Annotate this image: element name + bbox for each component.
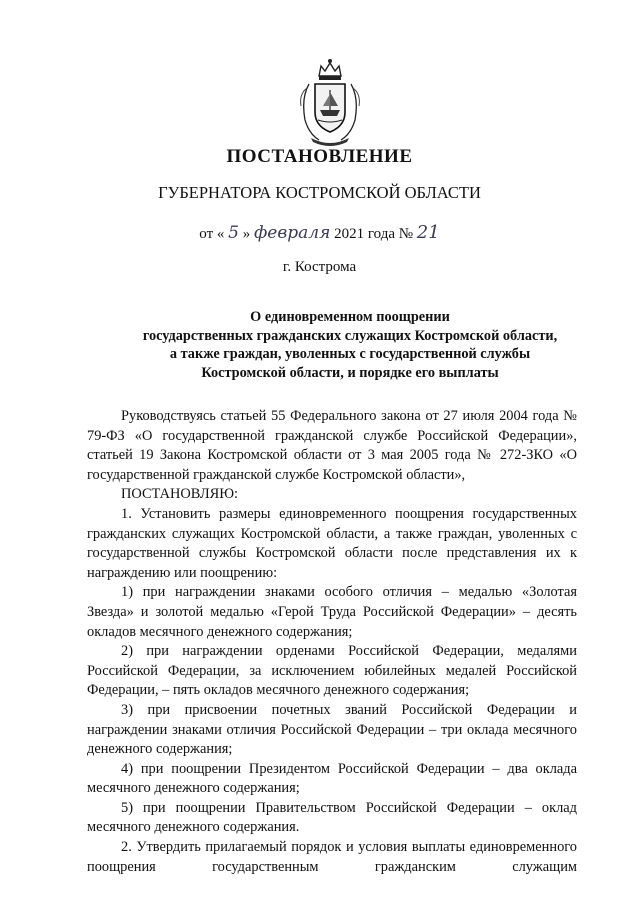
- coat-of-arms-icon: [295, 58, 365, 146]
- decree-word: ПОСТАНОВЛЯЮ:: [121, 486, 239, 503]
- preamble-paragraph: Руководствуясь статьей 55 Федерального закона от 27 июля 2004 года № 79-ФЗ «О государственной гражданской службе Российской Федерации», статьей 19 Закона Костромской области от 3 мая 2005 года № 272-ЗКО «О государственной гражданской службе Костромской области»,: [87, 408, 577, 483]
- date-line: [0, 222, 639, 243]
- subject-line: Костромской области, и порядке его выплаты: [201, 364, 499, 381]
- subitem-1-paragraph: 1) при награждении знаками особого отличия – медалью «Золотая Звезда» и золотой медалью «Герой Труда Российской Федерации» – десять окладов месячного денежного содержания;: [87, 584, 577, 640]
- document-number: 21: [416, 222, 440, 243]
- subitem-5-paragraph: 5) при поощрении Правительством Российской Федерации – оклад месячного денежного содержания.: [87, 799, 577, 836]
- subject-line: О единовременном поощрении: [250, 309, 450, 325]
- subject-line: а также граждан, уволенных с государственной службы: [169, 346, 531, 362]
- subject-line: государственных гражданских служащих Костромской области,: [142, 327, 558, 344]
- item-1-paragraph: 1. Установить размеры единовременного поощрения государственных гражданских служащих Костромской области, а также граждан, уволенных с государственной службы Костромской области после представления их к награждению или поощрению:: [87, 505, 577, 581]
- date-day: 5: [228, 223, 239, 243]
- date-prefix: от «: [199, 226, 225, 242]
- subitem-2-paragraph: 2) при награждении орденами Российской Федерации, медалями Российской Федерации, за исключением юбилейных медалей Российской Федерации, – пять окладов месячного денежного содержания;: [87, 643, 577, 699]
- date-mid: »: [242, 226, 251, 242]
- date-month: февраля: [253, 223, 331, 243]
- document-title: ПОСТАНОВЛЕНИЕ: [226, 146, 413, 167]
- date-year: 2021 года №: [334, 226, 414, 242]
- subitem-4-paragraph: 4) при поощрении Президентом Российской Федерации – два оклада месячного денежного содержания;: [87, 760, 577, 797]
- item-2-paragraph: 2. Утвердить прилагаемый порядок и условия выплаты единовременного поощрения государственным гражданским служащим: [87, 839, 577, 875]
- document-subject: [120, 308, 580, 382]
- subitem-3-paragraph: 3) при присвоении почетных званий Российской Федерации и награждении знаками отличия Российской Федерации – три оклада месячного денежного содержания;: [87, 701, 577, 758]
- issuing-authority: ГУБЕРНАТОРА КОСТРОМСКОЙ ОБЛАСТИ: [158, 183, 481, 202]
- document-body: [87, 407, 577, 877]
- city-line: г. Кострома: [282, 259, 357, 275]
